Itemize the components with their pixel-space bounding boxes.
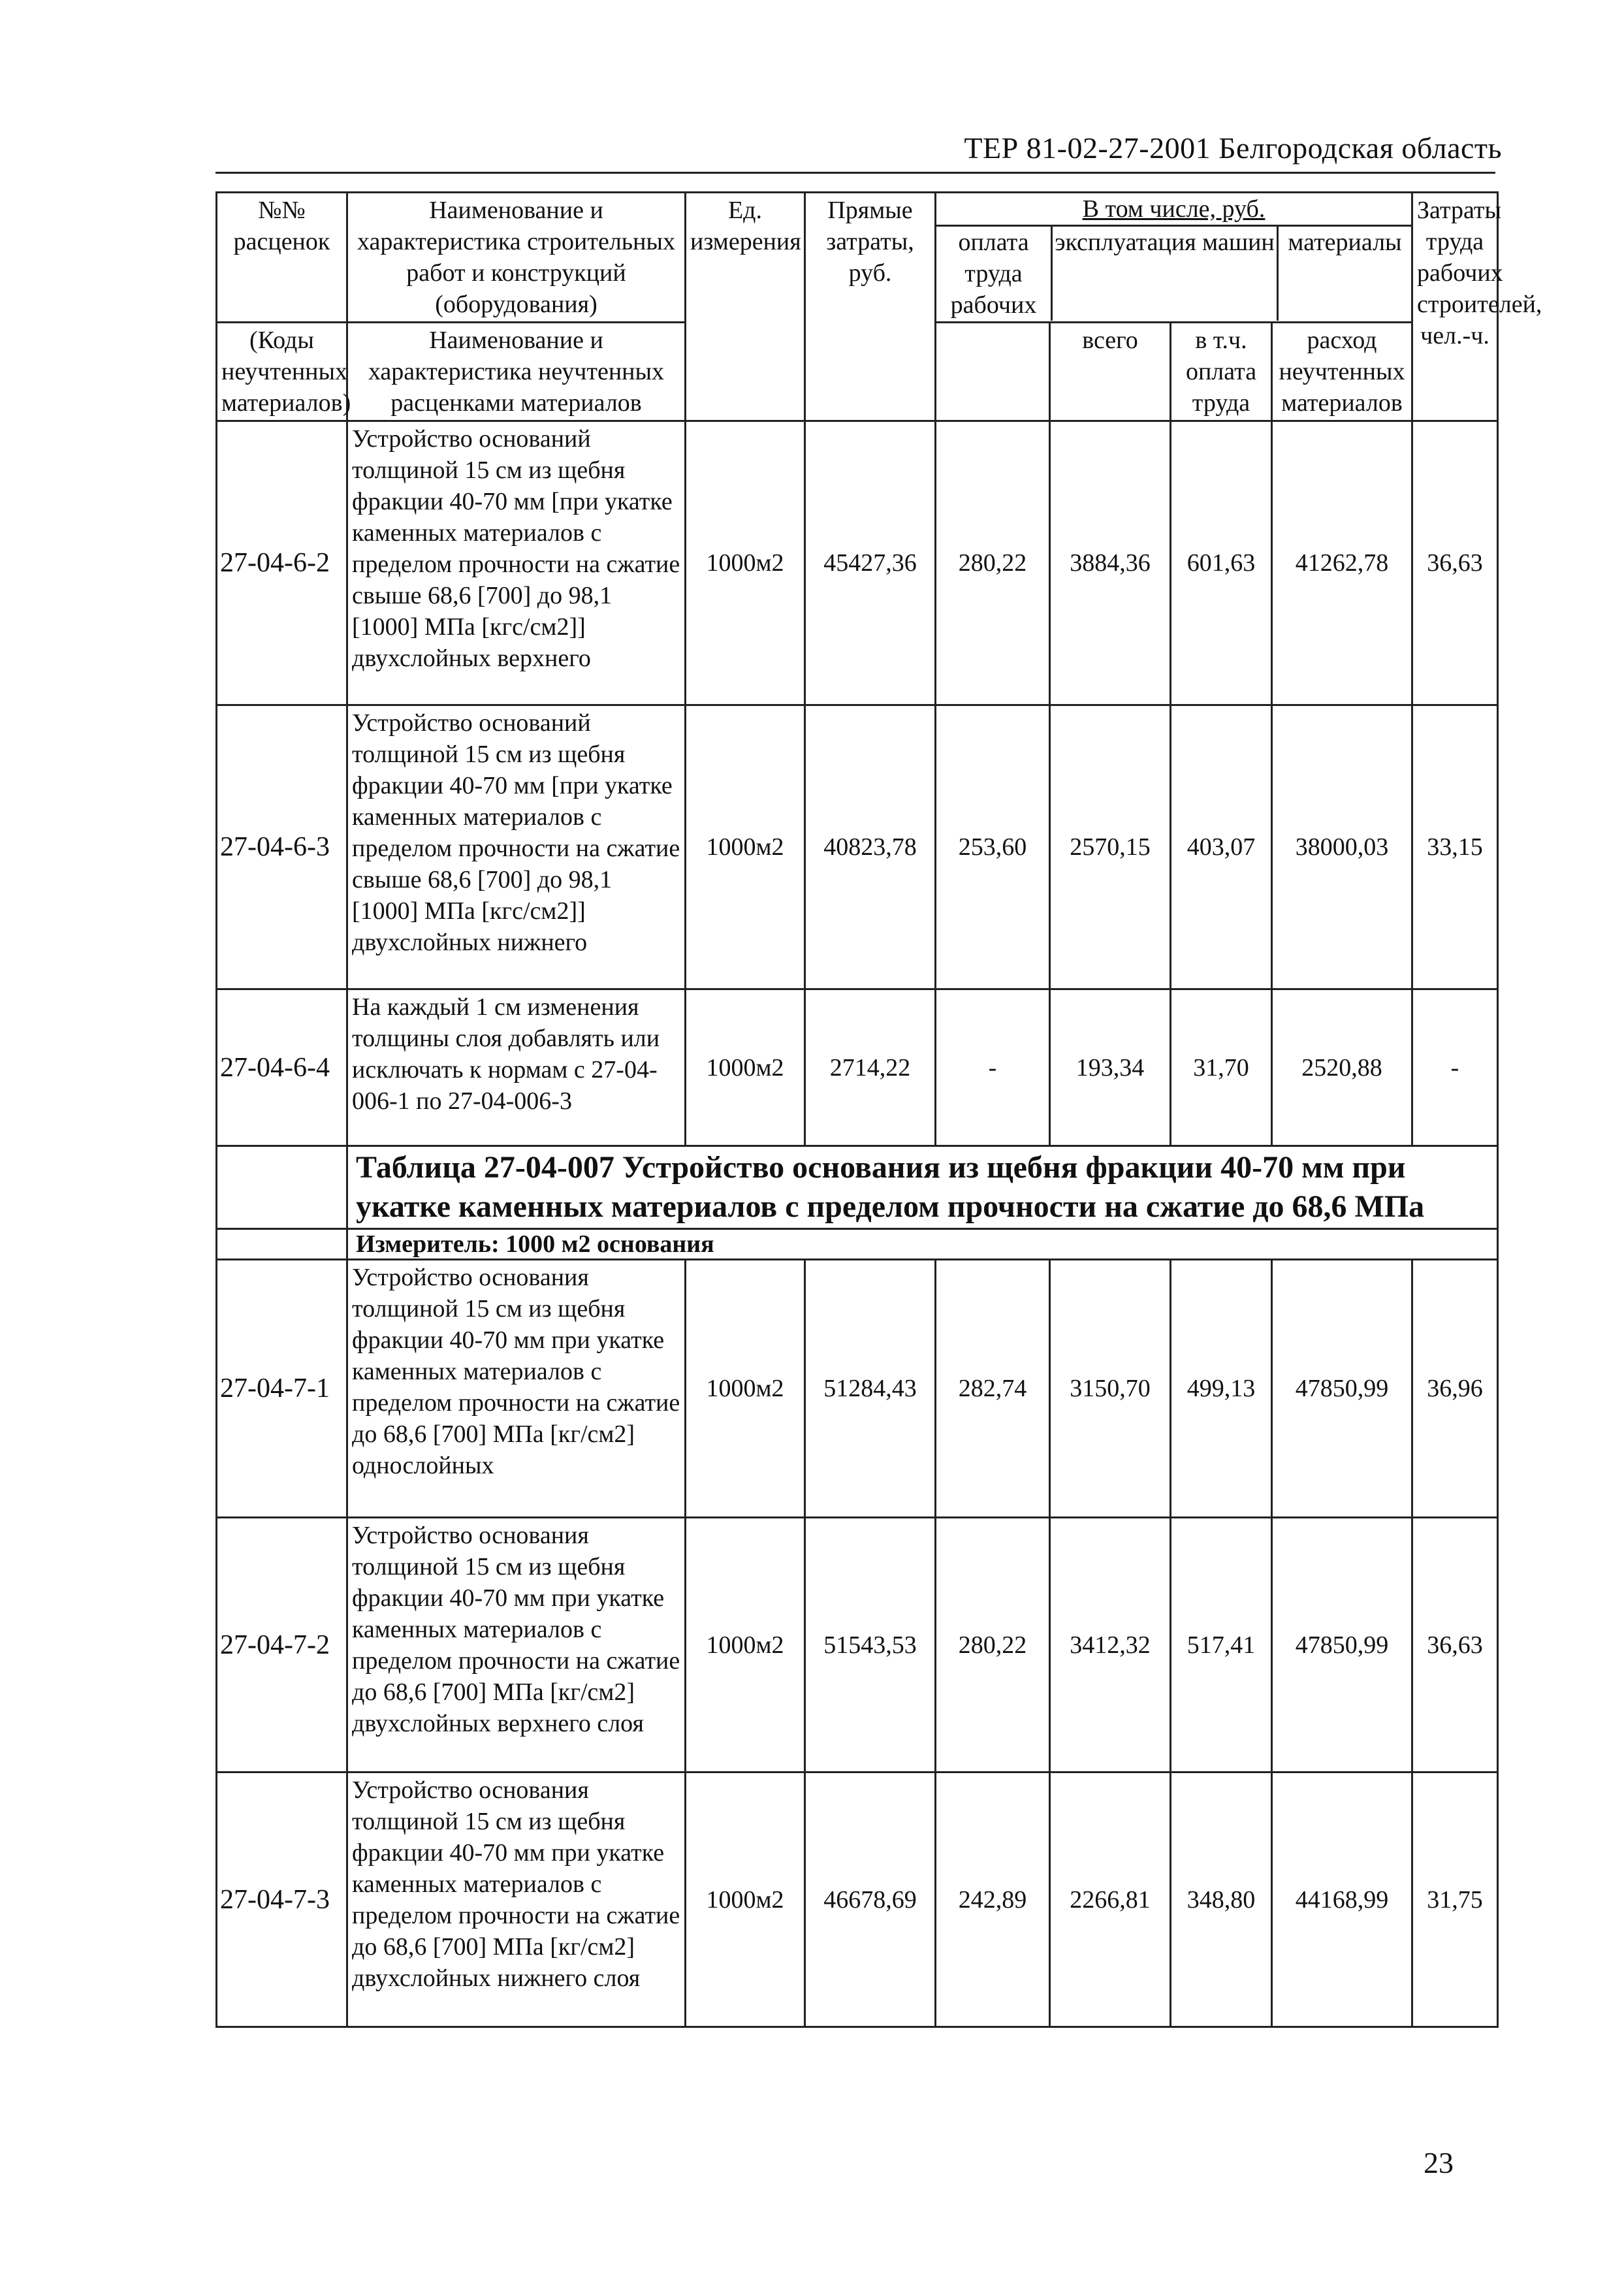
row-machines: 3412,32 bbox=[1050, 1518, 1171, 1772]
row-direct: 51284,43 bbox=[805, 1260, 936, 1518]
row-labor-cost: 36,96 bbox=[1412, 1260, 1498, 1518]
row-labor-pay: - bbox=[936, 989, 1050, 1146]
section-meter-left bbox=[217, 1229, 347, 1260]
row-code: 27-04-6-4 bbox=[217, 989, 347, 1146]
header-including-label: В том числе, руб. bbox=[1082, 195, 1266, 223]
table-row bbox=[217, 705, 1498, 989]
row-direct: 46678,69 bbox=[805, 1772, 936, 2027]
row-machines: 2266,81 bbox=[1050, 1772, 1171, 2027]
header-code-2: (Коды неучтенных материалов) bbox=[217, 323, 347, 421]
row-direct: 51543,53 bbox=[805, 1518, 936, 1772]
section-title: Таблица 27-04-007 Устройство основания из щебня фракции 40-70 мм при укатке каменных материалов с пределом прочности на сжатие до 68,6 МПа bbox=[347, 1146, 1498, 1229]
row-machines: 3884,36 bbox=[1050, 421, 1171, 705]
row-name: Устройство оснований толщиной 15 см из щебня фракции 40-70 мм [при укатке каменных материалов с пределом прочности на сжатие свыше 68,6 [700] до 98,1 [1000] МПа [кгс/см2]] двухслойных верхнего bbox=[347, 421, 686, 705]
header-labor-costs: Затраты труда рабочих строителей, чел.-ч. bbox=[1412, 193, 1498, 421]
header-materials: материалы bbox=[1288, 229, 1402, 256]
header-name: Наименование и характеристика строительных работ и конструкций (оборудования) bbox=[347, 193, 686, 323]
row-materials: 41262,78 bbox=[1272, 421, 1412, 705]
header-code: №№ расценок bbox=[217, 193, 347, 323]
row-materials: 2520,88 bbox=[1272, 989, 1412, 1146]
price-table bbox=[215, 191, 1542, 2028]
row-unit: 1000м2 bbox=[686, 1518, 805, 1772]
header-unit: Ед. измерения bbox=[686, 193, 805, 421]
row-labor-pay: 280,22 bbox=[936, 421, 1050, 705]
row-labor-pay: 242,89 bbox=[936, 1772, 1050, 2027]
row-unit: 1000м2 bbox=[686, 989, 805, 1146]
row-labor-pay: 280,22 bbox=[936, 1518, 1050, 1772]
row-machines-pay: 601,63 bbox=[1171, 421, 1272, 705]
row-labor-cost: 36,63 bbox=[1412, 1518, 1498, 1772]
section-title-row bbox=[217, 1146, 1498, 1229]
row-machines: 193,34 bbox=[1050, 989, 1171, 1146]
row-labor-cost: 36,63 bbox=[1412, 421, 1498, 705]
row-materials: 38000,03 bbox=[1272, 705, 1412, 989]
row-machines-pay: 348,80 bbox=[1171, 1772, 1272, 2027]
row-machines: 2570,15 bbox=[1050, 705, 1171, 989]
row-code: 27-04-6-2 bbox=[217, 421, 347, 705]
document-header: ТЕР 81-02-27-2001 Белгородская область bbox=[964, 131, 1502, 165]
header-direct-costs: Прямые затраты, руб. bbox=[805, 193, 936, 421]
row-labor-cost: - bbox=[1412, 989, 1498, 1146]
row-unit: 1000м2 bbox=[686, 1260, 805, 1518]
row-name: Устройство оснований толщиной 15 см из щебня фракции 40-70 мм [при укатке каменных материалов с пределом прочности на сжатие свыше 68,6 [700] до 98,1 [1000] МПа [кгс/см2]] двухслойных нижнего bbox=[347, 705, 686, 989]
row-unit: 1000м2 bbox=[686, 421, 805, 705]
row-machines-pay: 403,07 bbox=[1171, 705, 1272, 989]
row-name: На каждый 1 см изменения толщины слоя добавлять или исключать к нормам с 27-04-006-1 по 27-04-006-3 bbox=[347, 989, 686, 1146]
header-including bbox=[936, 193, 1412, 323]
row-direct: 40823,78 bbox=[805, 705, 936, 989]
row-name: Устройство основания толщиной 15 см из щебня фракции 40-70 мм при укатке каменных материалов с пределом прочности на сжатие до 68,6 [700] МПа [кг/см2] двухслойных верхнего слоя bbox=[347, 1518, 686, 1772]
row-direct: 45427,36 bbox=[805, 421, 936, 705]
row-name: Устройство основания толщиной 15 см из щебня фракции 40-70 мм при укатке каменных материалов с пределом прочности на сжатие до 68,6 [700] МПа [кг/см2] однослойных bbox=[347, 1260, 686, 1518]
header-including-sub bbox=[936, 225, 1411, 321]
row-unit: 1000м2 bbox=[686, 1772, 805, 2027]
page-number: 23 bbox=[1424, 2146, 1454, 2179]
row-name: Устройство основания толщиной 15 см из щебня фракции 40-70 мм при укатке каменных материалов с пределом прочности на сжатие до 68,6 [700] МПа [кг/см2] двухслойных нижнего слоя bbox=[347, 1772, 686, 2027]
header-incl-pay: в т.ч. оплата труда bbox=[1171, 323, 1272, 421]
row-materials: 44168,99 bbox=[1272, 1772, 1412, 2027]
table-row bbox=[217, 1518, 1498, 1772]
row-unit: 1000м2 bbox=[686, 705, 805, 989]
row-machines: 3150,70 bbox=[1050, 1260, 1171, 1518]
row-direct: 2714,22 bbox=[805, 989, 936, 1146]
header-mat-consumption: расход неучтенных материалов bbox=[1272, 323, 1412, 421]
section-meter-row bbox=[217, 1229, 1498, 1260]
row-machines-pay: 499,13 bbox=[1171, 1260, 1272, 1518]
table-row bbox=[217, 421, 1498, 705]
row-code: 27-04-7-3 bbox=[217, 1772, 347, 2027]
row-machines-pay: 517,41 bbox=[1171, 1518, 1272, 1772]
row-code: 27-04-7-1 bbox=[217, 1260, 347, 1518]
row-materials: 47850,99 bbox=[1272, 1518, 1412, 1772]
header-empty-cell bbox=[936, 323, 1050, 421]
row-labor-pay: 282,74 bbox=[936, 1260, 1050, 1518]
header-rule bbox=[215, 172, 1495, 174]
row-code: 27-04-7-2 bbox=[217, 1518, 347, 1772]
row-labor-cost: 31,75 bbox=[1412, 1772, 1498, 2027]
row-materials: 47850,99 bbox=[1272, 1260, 1412, 1518]
row-labor-cost: 33,15 bbox=[1412, 705, 1498, 989]
table-row bbox=[217, 1260, 1498, 1518]
table-row bbox=[217, 1772, 1498, 2027]
section-meter: Измеритель: 1000 м2 основания bbox=[347, 1229, 1498, 1260]
header-labor-pay: оплата труда рабочих bbox=[936, 227, 1053, 321]
section-left-cell bbox=[217, 1146, 347, 1229]
row-labor-pay: 253,60 bbox=[936, 705, 1050, 989]
row-machines-pay: 31,70 bbox=[1171, 989, 1272, 1146]
header-row-1 bbox=[217, 193, 1498, 323]
table-row bbox=[217, 989, 1498, 1146]
row-code: 27-04-6-3 bbox=[217, 705, 347, 989]
header-total: всего bbox=[1050, 323, 1171, 421]
header-machines: эксплуатация машин bbox=[1053, 227, 1279, 321]
header-name-2: Наименование и характеристика неучтенных расценками материалов bbox=[347, 323, 686, 421]
